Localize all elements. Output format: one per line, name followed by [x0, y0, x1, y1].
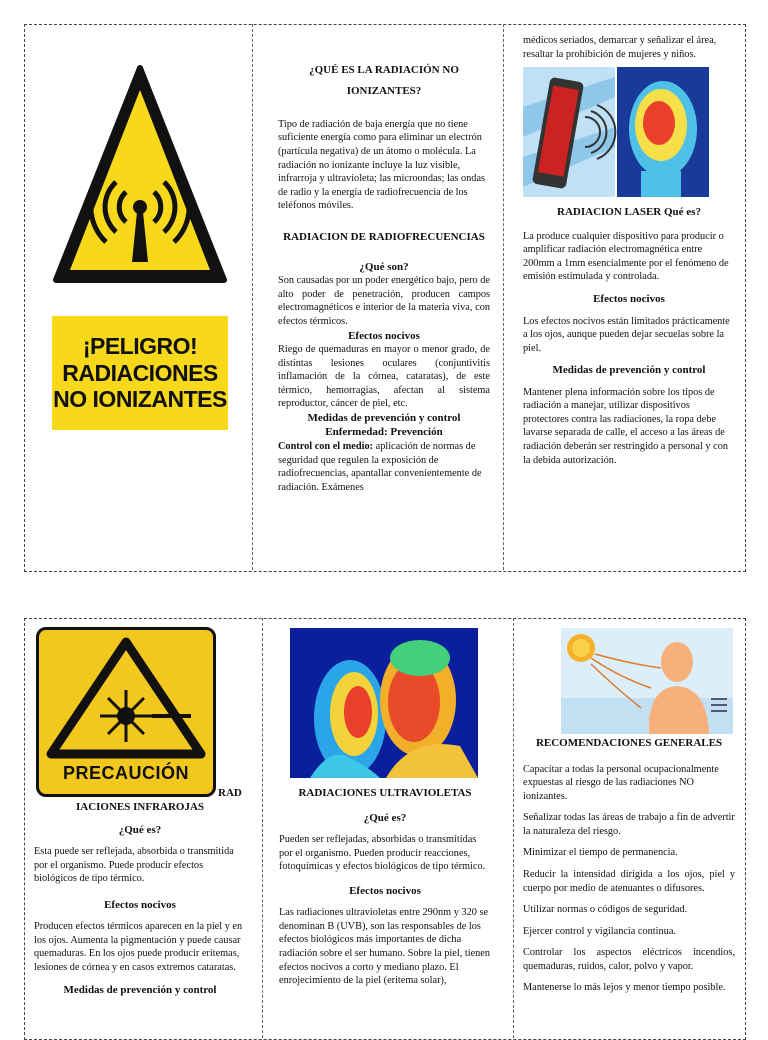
thermal-image-icon	[290, 628, 478, 778]
top-fold-1	[252, 24, 253, 570]
recommendation-item: Mantenerse lo más lejos y menor tiempo posible.	[523, 982, 726, 994]
bottom-fold-1	[262, 618, 263, 1038]
recommendation-item: Controlar los aspectos eléctricos incendios, quemaduras, ruidos, calor, polvo y vapor.	[523, 947, 735, 972]
recommendation-item: Ejercer control y vigilancia continua.	[523, 925, 676, 937]
phone-radiation-image	[523, 67, 709, 197]
heading-que-es-ir: ¿Qué es?	[118, 823, 162, 836]
top-column-2	[278, 60, 490, 494]
bottom-column-3	[523, 736, 735, 1003]
danger-banner-line-1: ¡PELIGRO!	[82, 333, 198, 360]
paragraph-efectos-laser: Los efectos nocivos están limitados prácticamente a los ojos, aunque pueden dejar secuelas sobre la piel.	[523, 315, 730, 354]
phone-head-radiation-icon	[523, 67, 709, 197]
recommendation-item: Reducir la intensidad dirigida a los ojos, piel y cuerpo por medio de atenuantes o difusores.	[523, 868, 735, 894]
sun-body-diagram-icon	[561, 628, 733, 734]
recommendation-item: Minimizar el tiempo de permanencia.	[523, 847, 678, 859]
heading-infrarojas-b: IACIONES INFRAROJAS	[75, 801, 205, 813]
heading-radiacion-laser: RADIACION LASER Qué es?	[557, 206, 701, 219]
laser-caution-sign	[36, 627, 216, 797]
radiation-triangle-icon	[50, 62, 230, 287]
heading-enfermedad: Enfermedad: Prevención	[325, 426, 443, 439]
danger-banner-line-3: NO IONIZANTES	[53, 386, 227, 413]
heading-ultravioletas: RADIACIONES ULTRAVIOLETAS	[298, 787, 472, 799]
paragraph-que-es-uv: Pueden ser reflejadas, absorbidas o transmitidas por el organismo. Pueden producir reacciones, fotoquímicas y efectos biológicos de tipo térmico.	[279, 834, 486, 873]
heading-medidas-rf: Medidas de prevención y control	[307, 411, 461, 424]
heading-que-es-radiacion: ¿QUÉ ES LA RADIACIÓN NO IONIZANTES?	[309, 64, 459, 97]
heading-que-es-uv: ¿Qué es?	[363, 811, 407, 824]
danger-banner-line-2: RADIACIONES	[62, 359, 218, 386]
recommendation-item: Capacitar a todas la personal ocupacionalmente expuestas al riesgo de las radiaciones NO ionizantes.	[523, 763, 719, 802]
paragraph-definicion: Tipo de radiación de baja energía que no tiene suficiente energía como para eliminar un electrón (partícula negativa) de un átomo o molécula. La radiación no ionizante incluye la luz visible, infrarroja y ultravioleta; las microondas; las ondas de radio y la energía de radiofrecuencia de los teléfonos móviles.	[278, 118, 486, 212]
heading-radiofrecuencias: RADIACION DE RADIOFRECUENCIAS	[283, 230, 485, 243]
label-control-medio: Control con el medio:	[278, 440, 374, 452]
paragraph-efectos-uv: Las radiaciones ultravioletas entre 290nm y 320 se denominan B (UVB), son las responsables de los efectos biológicos más importantes de dicha radiación sobre el ser humano. Sobre la piel, tienen efectos nocivos a corto y mediano plazo. El enrojecimiento de la piel (eritema solar),	[279, 907, 491, 987]
paragraph-control-medio	[278, 440, 490, 494]
heading-medidas-ir: Medidas de prevención y control	[63, 983, 217, 996]
thermal-couple-image	[290, 628, 478, 778]
heading-efectos-laser: Efectos nocivos	[593, 292, 665, 305]
radiation-warning-sign	[50, 62, 230, 287]
heading-medidas-laser: Medidas de prevención y control	[552, 364, 706, 377]
paragraph-examenes: médicos seriados, demarcar y señalizar el área, resaltar la prohibición de mujeres y niños.	[523, 35, 717, 60]
heading-recomendaciones: RECOMENDACIONES GENERALES	[535, 737, 723, 749]
heading-que-son: ¿Qué son?	[359, 260, 409, 273]
heading-infrarojas-a: RAD	[218, 787, 242, 799]
bottom-column-1	[34, 786, 246, 1005]
danger-banner	[52, 316, 228, 430]
laser-warning-icon	[39, 634, 213, 764]
uv-body-diagram-image	[561, 628, 733, 734]
paragraph-laser: La produce cualquier dispositivo para producir o amplificar radiación electromagnética entre 200mm a 1mm esencialmente por el fenómeno de emisión estimulada y controlada.	[523, 230, 729, 283]
paragraph-que-son: Son causadas por un poder energético bajo, pero de alto poder de penetración, producen campos electromagnéticos e interior de la materia viva, con efectos térmicos.	[278, 275, 490, 327]
paragraph-efectos-ir: Producen efectos térmicos aparecen en la piel y en los ojos. Aumenta la pigmentación y puede causar quemaduras. En los ojos puede producir eritemas, lesiones de córnea y en casos extremos cataratas.	[34, 921, 243, 974]
text-control-medio: aplicación de normas de seguridad que regulen la exposición de radiofrecuencias, apantallar convenientemente de radiación. Exámenes	[278, 440, 482, 493]
caution-label: PRECAUCIÓN	[62, 763, 189, 783]
paragraph-que-es-ir: Esta puede ser reflejada, absorbida o transmitida por el organismo. Puede producir efectos biológicos de tipo térmico.	[34, 846, 234, 885]
paragraph-medidas-laser: Mantener plena información sobre los tipos de radiación a manejar, utilizar dispositivos protectores contra las radiaciones, la ropa debe lavarse separada de calle, el acceso a las áreas de radiación deberán ser restringido a personal y con la debida autorización.	[523, 386, 728, 466]
bottom-fold-2	[513, 618, 514, 1038]
heading-efectos-ir: Efectos nocivos	[104, 898, 176, 911]
heading-efectos-rf: Efectos nocivos	[348, 329, 420, 342]
bottom-column-2	[279, 786, 491, 996]
paragraph-efectos-rf: Riego de quemaduras en mayor o menor grado, de distintas lesiones oculares (conjuntivitis inflamación de la córnea, cataratas), de este térmico, hemorragias, afectan al sistema reproductor, cáncer de piel, etc.	[278, 344, 490, 410]
recommendation-item: Señalizar todas las áreas de trabajo a fin de advertir la naturaleza del riesgo.	[523, 812, 735, 837]
recommendation-item: Utilizar normas o códigos de seguridad.	[523, 904, 688, 916]
top-fold-2	[503, 24, 504, 570]
top-column-3	[523, 34, 735, 475]
heading-efectos-uv: Efectos nocivos	[349, 884, 421, 897]
